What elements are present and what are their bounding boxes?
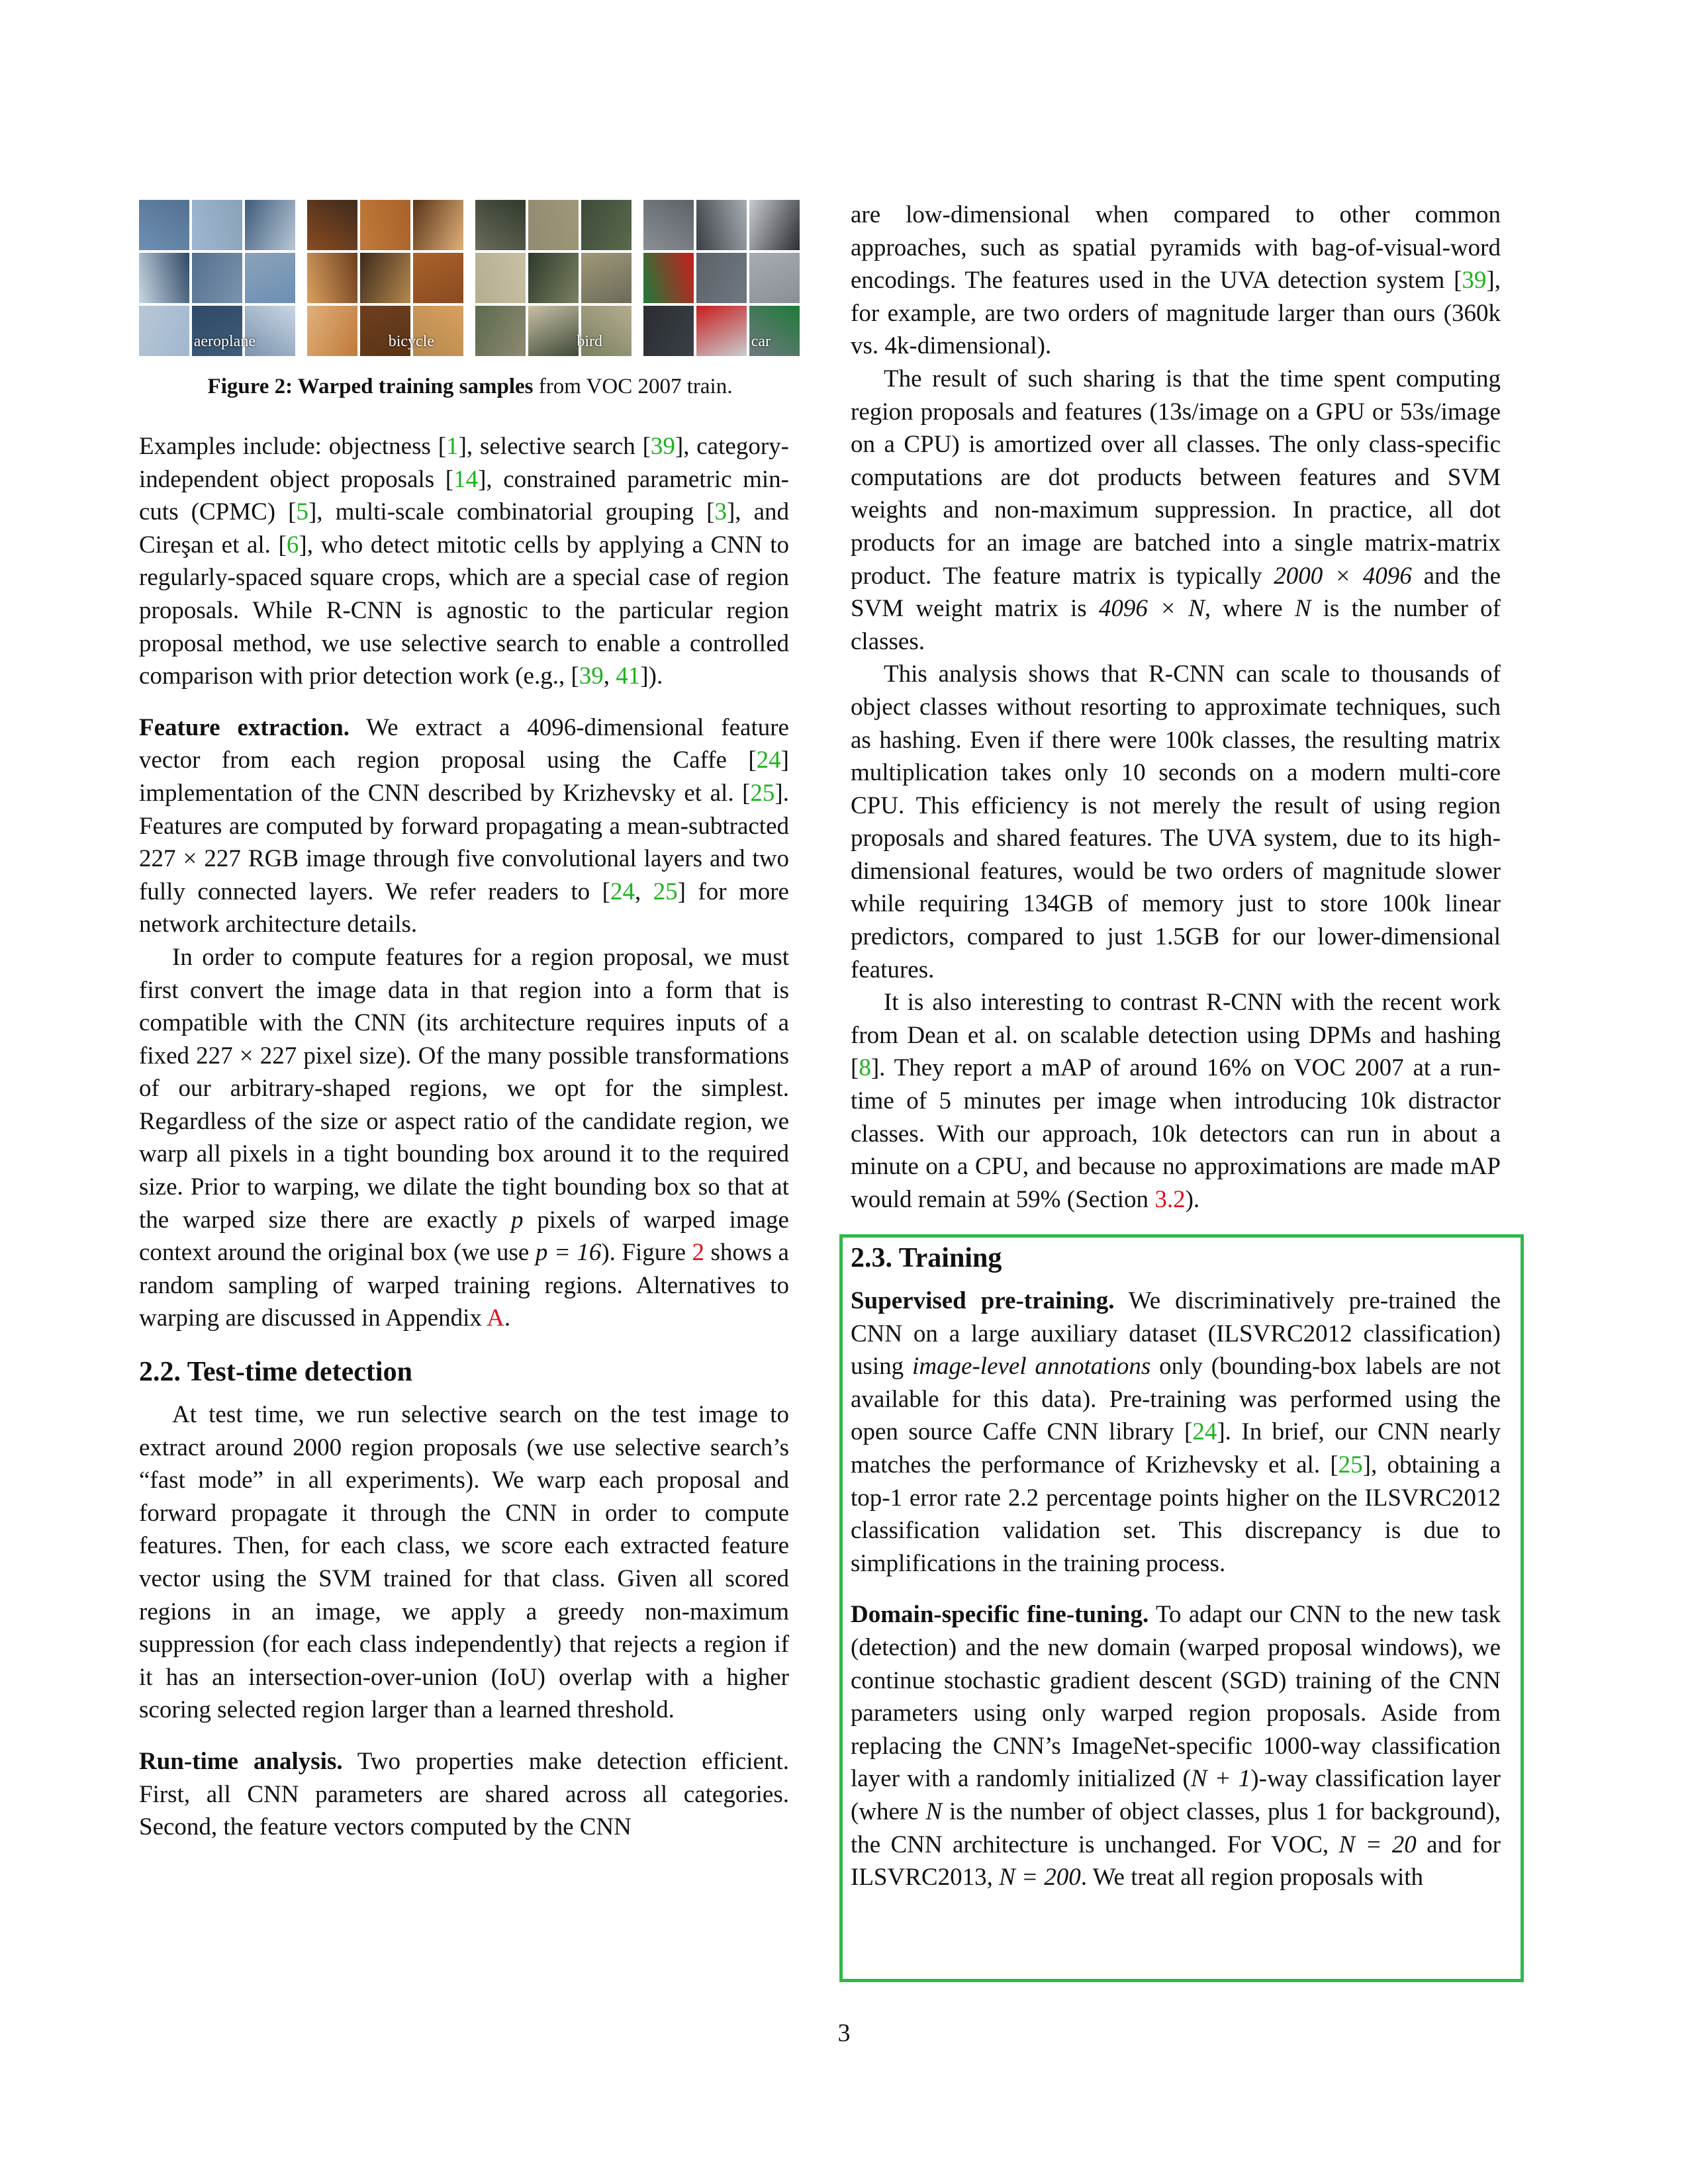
section-heading-training: 2.3. Training [851,1243,1002,1273]
thumbnail-cell [139,253,189,303]
thumbnail-mosaic-bird [475,200,632,356]
thumbnail-cell [192,200,242,250]
left-column [139,430,789,1844]
paragraph-pretraining: Supervised pre-training. We discriminatively pre-trained the CNN on a large auxiliary dataset (ILSVRC2012 classification) using image-level annotations only (bounding-box labels are not available for this data). Pre-training was performed using the open source Caffe CNN library [24]. In brief, our CNN nearly matches the performance of Krizhevsky et al. [25], obtaining a top-1 error rate 2.2 percentage points higher on the ILSVRC2012 classification validation set. This discrepancy is due to simplifications in the training process. [851,1287,1501,1577]
training-section [851,1241,1501,1894]
thumbnail-label: bird [577,333,602,350]
thumbnail-cell [307,200,357,250]
thumbnail-label: car [751,333,771,350]
thumbnail-cell [643,253,694,303]
thumbnail-cell [528,200,579,250]
figure-2-caption [139,372,801,401]
thumbnail-cell [749,200,800,250]
paragraph-dean: It is also interesting to contrast R-CNN with the recent work from Dean et al. on scalable detection using DPMs and hashing [8]. They report a mAP of around 16% on VOC 2007 at a run-time of 5 minutes per image when introducing 10k distractor classes. With our approach, 10k detectors can run in about a minute on a CPU, and because no approximations are made mAP would remain at 59% (Section 3.2). [851,989,1501,1213]
right-column [851,199,1501,1216]
paragraph-proposals: Examples include: objectness [1], selective search [39], category-independent object proposals [14], constrained parametric min-cuts (CPMC) [5], multi-scale combinatorial grouping [3], and Cireşan et al. [6], who detect mitotic cells by applying a CNN to regularly-spaced square crops, which are a special case of region proposals. While R-CNN is agnostic to the particular region proposal method, we use selective search to enable a controlled comparison with prior detection work (e.g., [39, 41]). [139,433,790,690]
thumbnail-cell [749,253,800,303]
thumbnail-cell [139,306,189,356]
page-number: 3 [837,2019,851,2047]
thumbnail-cell [245,253,295,303]
paragraph-fine-tuning: Domain-specific fine-tuning. To adapt our CNN to the new task (detection) and the new domain (warped proposal windows), we continue stochastic gradient descent (SGD) training of the CNN parameters using only warped region proposals. Aside from replacing the CNN’s ImageNet-specific 1000-way classification layer with a randomly initialized (N + 1)-way classification layer (where N is the number of object classes, plus 1 for background), the CNN architecture is unchanged. For VOC, N = 20 and for ILSVRC2013, N = 200. We treat all region proposals with [851,1601,1501,1891]
thumbnail-cell [528,306,579,356]
section-heading-test-time: 2.2. Test-time detection [139,1357,412,1388]
thumbnail-cell [360,253,410,303]
thumbnail-cell [139,200,189,250]
thumbnail-cell [696,306,747,356]
paragraph-scale: This analysis shows that R-CNN can scale to thousands of object classes without resorting to approximate techniques, such as hashing. Even if there were 100k classes, the resulting matrix multiplication takes only 10 seconds on a modern multi-core CPU. This efficiency is not merely the result of using region proposals and shared features. The UVA system, due to its high-dimensional features, would be two orders of magnitude slower while requiring 134GB of memory just to store 100k linear predictors, compared to just 1.5GB for our lower-dimensional features. [851,660,1501,983]
thumbnail-cell [475,253,526,303]
thumbnail-cell [475,200,526,250]
thumbnail-cell [696,253,747,303]
figure-2-image-strip [139,200,801,356]
paragraph-feature-extraction: Feature extraction. We extract a 4096-dimensional feature vector from each region proposal using the Caffe [24] implementation of the CNN described by Krizhevsky et al. [25]. Features are computed by forward propagating a mean-subtracted 227 × 227 RGB image through five convolutional layers and two fully connected layers. We refer readers to [24, 25] for more network architecture details. [139,713,789,938]
thumbnail-cell [413,200,463,250]
thumbnail-cell [307,306,357,356]
thumbnail-cell [413,253,463,303]
run-in-heading: Supervised pre-training. [851,1287,1115,1314]
thumbnail-cell [475,306,526,356]
thumbnail-cell [307,253,357,303]
caption-bold: Figure 2: Warped training samples [207,375,534,398]
thumbnail-cell [643,306,694,356]
paragraph-sharing: The result of such sharing is that the time spent computing region proposals and features (13s/image on a GPU or 53s/image on a CPU) is amortized over all classes. The only class-specific computations are dot products between features and SVM weights and non-maximum suppression. In practice, all dot products for an image are batched into a single matrix-matrix product. The feature matrix is typically 2000 × 4096 and the SVM weight matrix is 4096 × N, where N is the number of classes. [851,365,1501,655]
run-in-heading: Domain-specific fine-tuning. [851,1601,1149,1629]
thumbnail-cell [528,253,579,303]
thumbnail-mosaic-bicycle [307,200,463,356]
thumbnail-label: bicycle [388,333,434,350]
thumbnail-cell [192,253,242,303]
caption-rest: from VOC 2007 train. [533,375,733,398]
thumbnail-label: aeroplane [193,333,256,350]
paragraph-warping: In order to compute features for a region proposal, we must first convert the image data in that region into a form that is compatible with the CNN (its architecture requires inputs of a fixed 227 × 227 pixel size). Of the many possible transformations of our arbitrary-shaped regions, we opt for the simplest. Regardless of the size or aspect ratio of the candidate region, we warp all pixels in a tight bounding box around it to the required size. Prior to warping, we dilate the tight bounding box so that at the warped size there are exactly p pixels of warped image context around the original box (we use p = 16). Figure 2 shows a random sampling of warped training regions. Alternatives to warping are discussed in Appendix A. [139,943,789,1332]
run-in-heading: Feature extraction. [139,713,350,741]
paragraph-low-dimensional: are low-dimensional when compared to other common approaches, such as spatial pyramids with bag-of-visual-word encodings. The features used in the UVA detection system [39], for example, are two orders of magnitude larger than ours (360k vs. 4k-dimensional). [851,201,1501,360]
thumbnail-cell [360,200,410,250]
thumbnail-mosaic-car [643,200,800,356]
run-in-heading: Run-time analysis. [139,1747,343,1775]
thumbnail-cell [581,253,632,303]
paragraph-test-time: At test time, we run selective search on the test image to extract around 2000 region proposals (we use selective search’s “fast mode” in all experiments). We warp each proposal and forward propagate it through the CNN in order to compute features. Then, for each class, we score each extracted feature vector using the SVM trained for that class. Given all scored regions in an image, we apply a greedy non-maximum suppression (for each class independently) that rejects a region if it has an intersection-over-union (IoU) overlap with a higher scoring selected region larger than a learned threshold. [139,1401,789,1724]
thumbnail-cell [643,200,694,250]
paragraph-run-time: Run-time analysis. Two properties make detection efficient. First, all CNN parameters are shared across all categories. Second, the feature vectors computed by the CNN [139,1747,789,1841]
thumbnail-cell [581,200,632,250]
thumbnail-cell [245,200,295,250]
thumbnail-mosaic-aeroplane [139,200,295,356]
thumbnail-cell [696,200,747,250]
